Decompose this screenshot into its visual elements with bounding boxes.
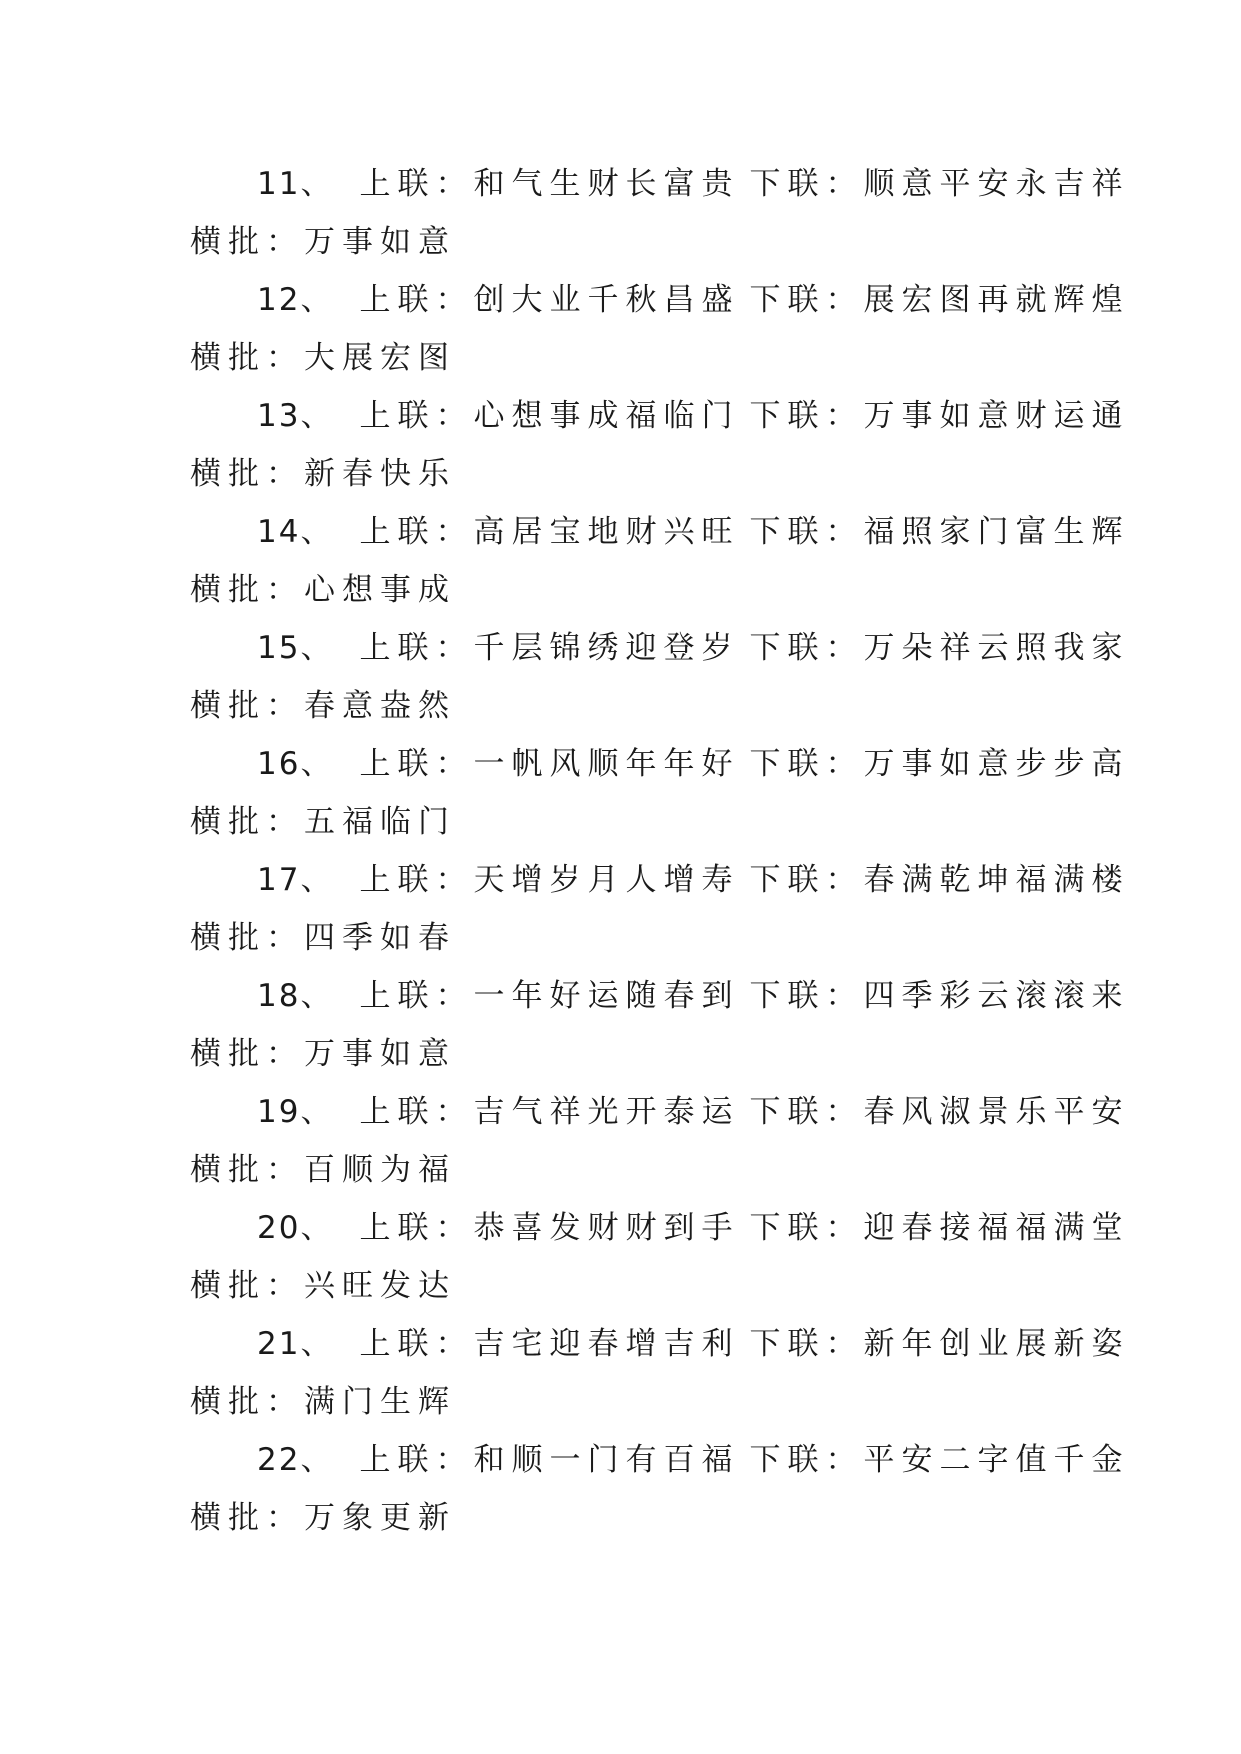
lower-label: 下联： (749, 166, 864, 202)
upper-label: 上联： (359, 978, 474, 1014)
entry-number: 22、 (257, 1442, 334, 1478)
upper-label: 上联： (359, 1442, 474, 1478)
couplet-line (257, 860, 1129, 900)
banner-line (190, 338, 456, 378)
lower-label: 下联： (749, 514, 864, 550)
upper-label: 上联： (359, 862, 474, 898)
upper-couplet: 吉宅迎春增吉利 (473, 1326, 740, 1362)
couplet-line (257, 396, 1129, 436)
banner-text: 万事如意 (304, 224, 456, 260)
upper-couplet: 恭喜发财财到手 (473, 1210, 740, 1246)
upper-label: 上联： (359, 398, 474, 434)
entry-number: 15、 (257, 630, 334, 666)
couplet-line (257, 1440, 1129, 1480)
banner-text: 四季如春 (304, 920, 456, 956)
lower-label: 下联： (749, 630, 864, 666)
upper-couplet: 吉气祥光开泰运 (473, 1094, 740, 1130)
banner-text: 大展宏图 (304, 340, 456, 376)
banner-line (190, 1498, 456, 1538)
banner-label: 横批： (190, 1268, 304, 1304)
entry-number: 13、 (257, 398, 334, 434)
upper-couplet: 天增岁月人增寿 (473, 862, 740, 898)
upper-label: 上联： (359, 282, 474, 318)
couplet-line (257, 1324, 1129, 1364)
entry-number: 14、 (257, 514, 334, 550)
banner-line (190, 1150, 456, 1190)
banner-line (190, 686, 456, 726)
lower-couplet: 万事如意财运通 (863, 398, 1130, 434)
upper-label: 上联： (359, 514, 474, 550)
upper-couplet: 千层锦绣迎登岁 (473, 630, 740, 666)
upper-couplet: 高居宝地财兴旺 (473, 514, 740, 550)
banner-text: 万事如意 (304, 1036, 456, 1072)
upper-couplet: 和气生财长富贵 (473, 166, 740, 202)
couplet-line (257, 280, 1129, 320)
couplet-line (257, 744, 1129, 784)
upper-couplet: 一帆风顺年年好 (473, 746, 740, 782)
lower-couplet: 平安二字值千金 (863, 1442, 1130, 1478)
banner-line (190, 1034, 456, 1074)
couplet-line (257, 1208, 1129, 1248)
banner-label: 横批： (190, 804, 304, 840)
upper-couplet: 创大业千秋昌盛 (473, 282, 740, 318)
banner-text: 兴旺发达 (304, 1268, 456, 1304)
banner-label: 横批： (190, 1152, 304, 1188)
banner-line (190, 918, 456, 958)
lower-label: 下联： (749, 398, 864, 434)
lower-couplet: 春风淑景乐平安 (863, 1094, 1130, 1130)
lower-couplet: 迎春接福福满堂 (863, 1210, 1130, 1246)
banner-text: 万象更新 (304, 1500, 456, 1536)
banner-label: 横批： (190, 340, 304, 376)
entry-number: 17、 (257, 862, 334, 898)
lower-couplet: 四季彩云滚滚来 (863, 978, 1130, 1014)
entry-number: 12、 (257, 282, 334, 318)
upper-couplet: 一年好运随春到 (473, 978, 740, 1014)
lower-couplet: 万事如意步步高 (863, 746, 1130, 782)
entry-number: 18、 (257, 978, 334, 1014)
banner-label: 横批： (190, 456, 304, 492)
lower-couplet: 展宏图再就辉煌 (863, 282, 1130, 318)
lower-label: 下联： (749, 746, 864, 782)
couplet-line (257, 976, 1129, 1016)
banner-text: 满门生辉 (304, 1384, 456, 1420)
banner-line (190, 570, 456, 610)
banner-line (190, 1266, 456, 1306)
upper-label: 上联： (359, 1094, 474, 1130)
entry-number: 11、 (257, 166, 334, 202)
couplet-line (257, 164, 1129, 204)
banner-label: 横批： (190, 1036, 304, 1072)
entry-number: 16、 (257, 746, 334, 782)
banner-label: 横批： (190, 224, 304, 260)
banner-text: 新春快乐 (304, 456, 456, 492)
couplet-line (257, 1092, 1129, 1132)
lower-label: 下联： (749, 1094, 864, 1130)
entry-number: 19、 (257, 1094, 334, 1130)
lower-couplet: 春满乾坤福满楼 (863, 862, 1130, 898)
entry-number: 21、 (257, 1326, 334, 1362)
banner-line (190, 802, 456, 842)
banner-label: 横批： (190, 572, 304, 608)
banner-label: 横批： (190, 1384, 304, 1420)
lower-couplet: 顺意平安永吉祥 (863, 166, 1130, 202)
lower-label: 下联： (749, 978, 864, 1014)
upper-label: 上联： (359, 1326, 474, 1362)
banner-line (190, 1382, 456, 1422)
lower-label: 下联： (749, 1442, 864, 1478)
banner-line (190, 222, 456, 262)
upper-couplet: 和顺一门有百福 (473, 1442, 740, 1478)
entry-number: 20、 (257, 1210, 334, 1246)
banner-label: 横批： (190, 920, 304, 956)
upper-label: 上联： (359, 746, 474, 782)
couplet-line (257, 512, 1129, 552)
banner-text: 五福临门 (304, 804, 456, 840)
lower-label: 下联： (749, 1210, 864, 1246)
lower-couplet: 万朵祥云照我家 (863, 630, 1130, 666)
banner-text: 百顺为福 (304, 1152, 456, 1188)
banner-label: 横批： (190, 1500, 304, 1536)
banner-text: 心想事成 (304, 572, 456, 608)
lower-label: 下联： (749, 862, 864, 898)
banner-label: 横批： (190, 688, 304, 724)
banner-line (190, 454, 456, 494)
lower-couplet: 新年创业展新姿 (863, 1326, 1130, 1362)
upper-label: 上联： (359, 1210, 474, 1246)
upper-label: 上联： (359, 166, 474, 202)
lower-label: 下联： (749, 1326, 864, 1362)
lower-couplet: 福照家门富生辉 (863, 514, 1130, 550)
banner-text: 春意盎然 (304, 688, 456, 724)
upper-label: 上联： (359, 630, 474, 666)
couplet-line (257, 628, 1129, 668)
lower-label: 下联： (749, 282, 864, 318)
upper-couplet: 心想事成福临门 (473, 398, 740, 434)
